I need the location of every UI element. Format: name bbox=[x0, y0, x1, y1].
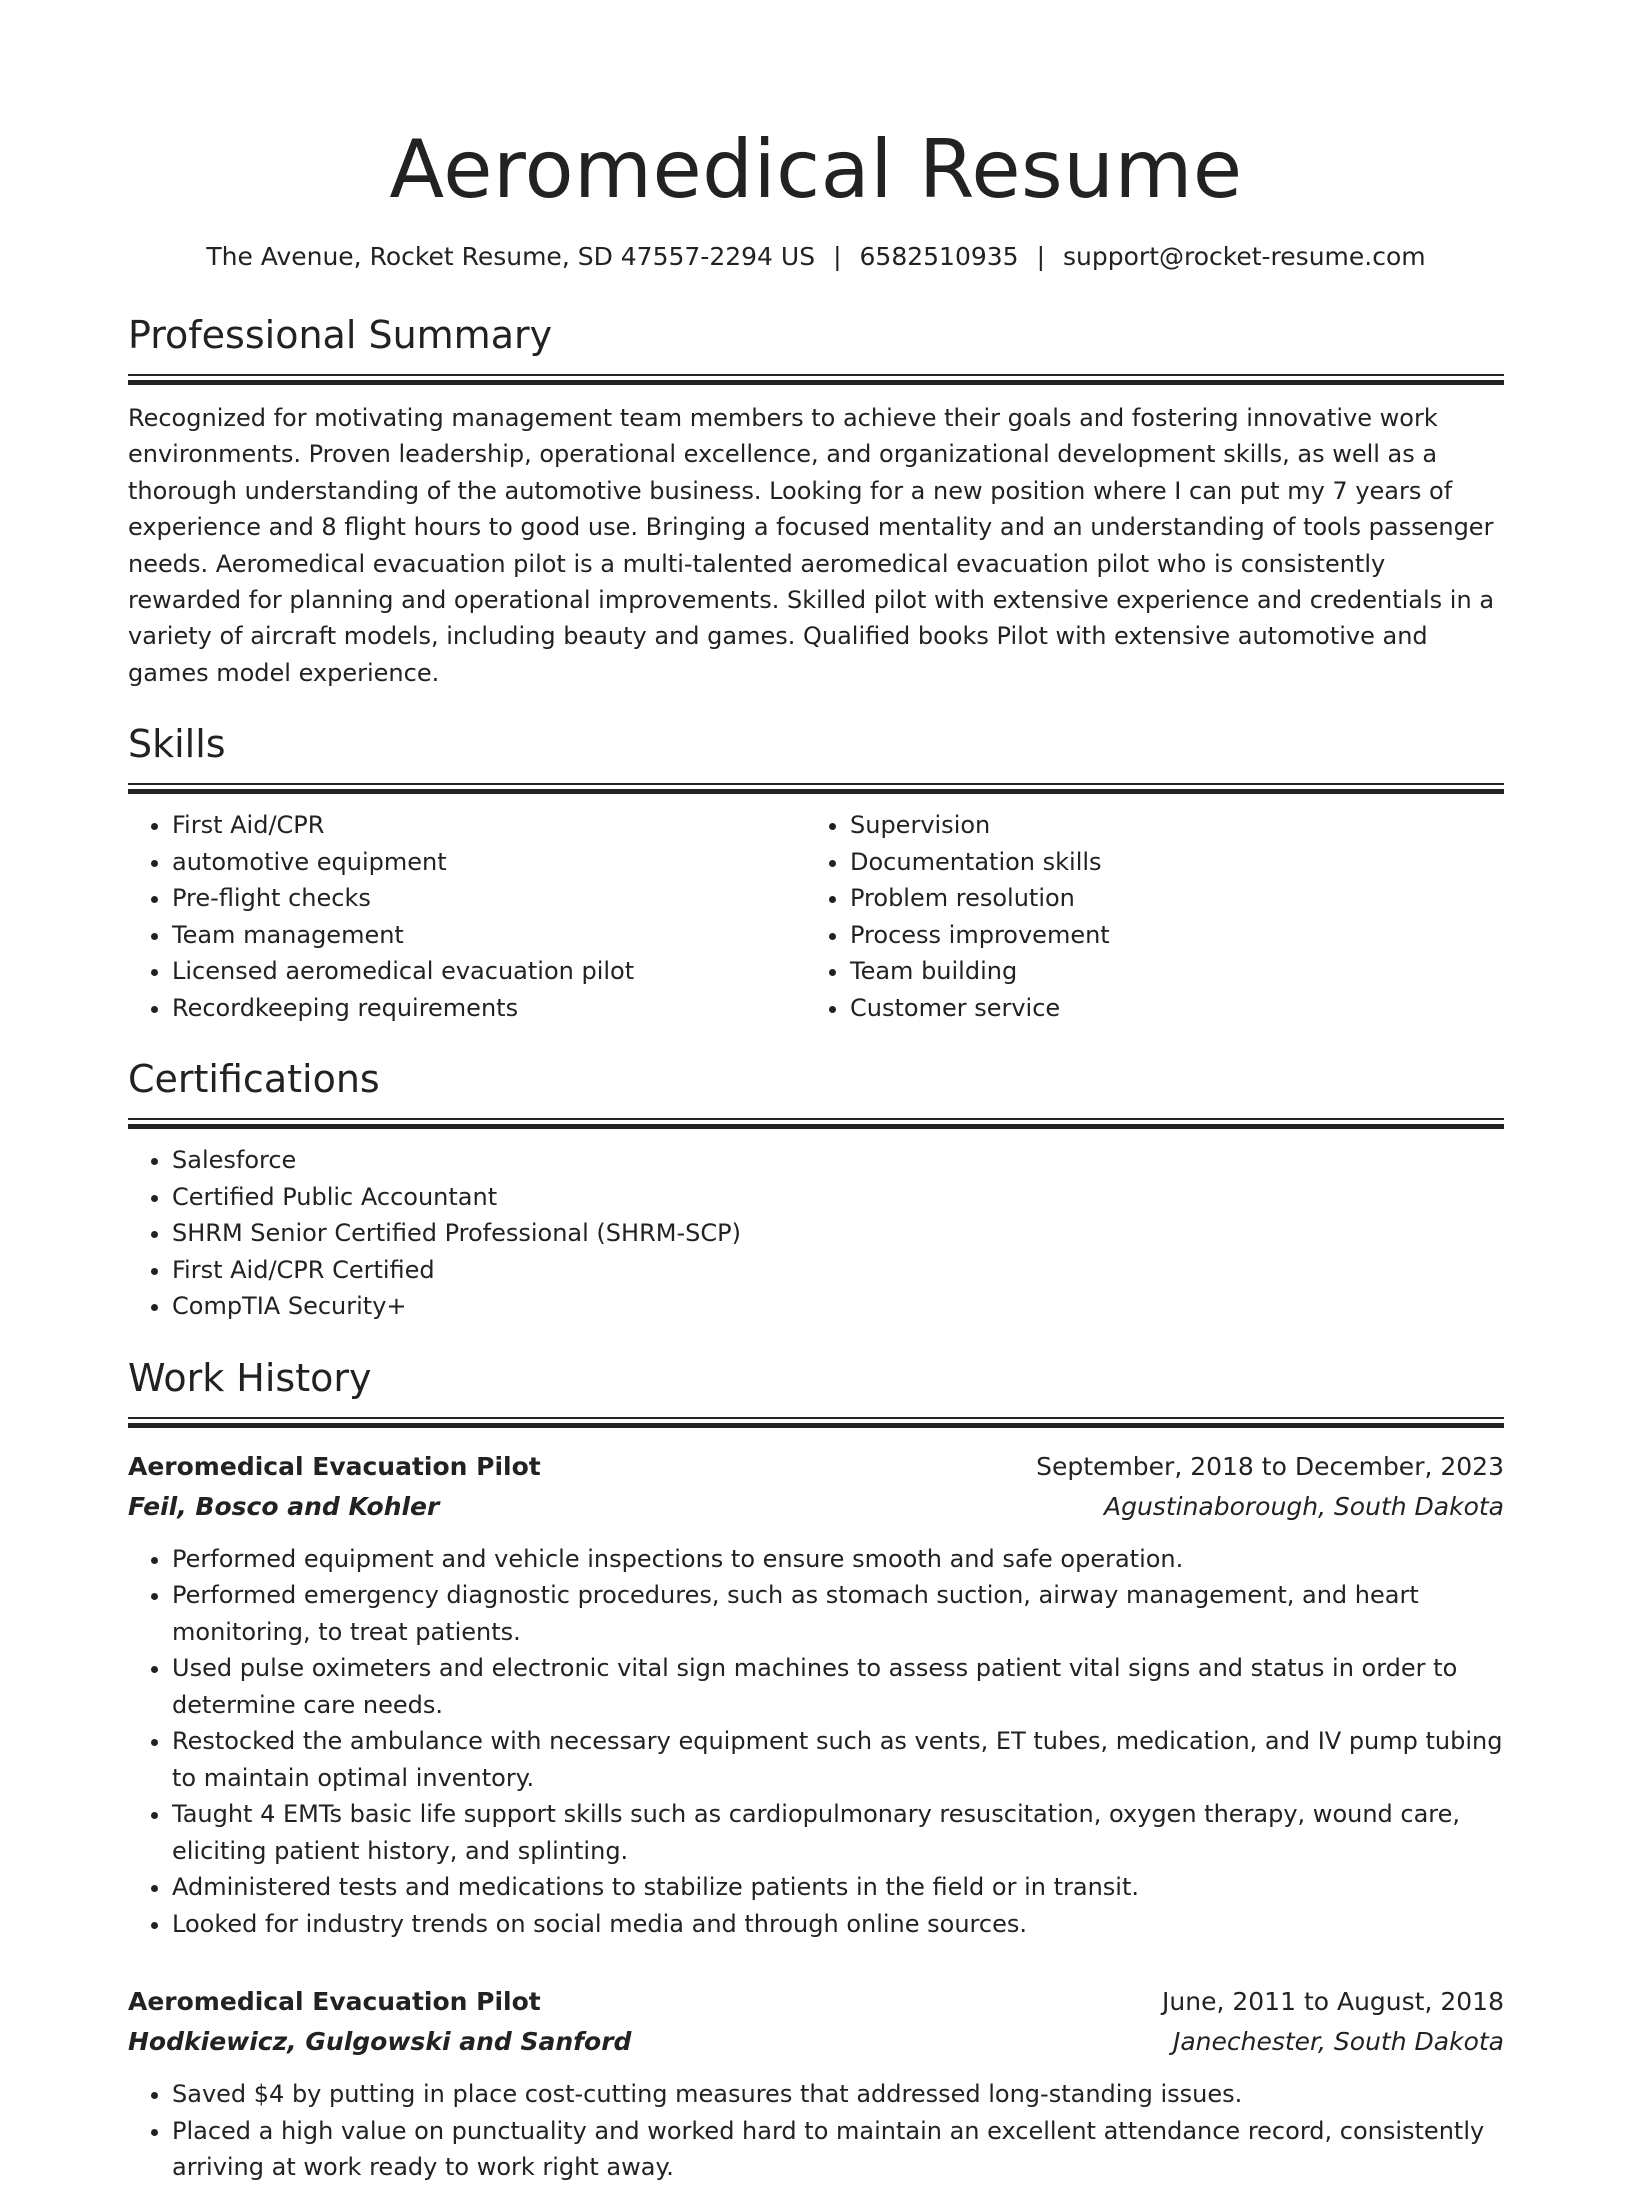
skill-item: • Problem resolution bbox=[850, 880, 1484, 917]
skill-item: • Recordkeeping requirements bbox=[172, 990, 806, 1027]
skill-item: • Customer service bbox=[850, 990, 1484, 1027]
job-duty-item: • Performed emergency diagnostic procedures, such as stomach suction, airway management, and heart monitoring, to treat patients. bbox=[172, 1577, 1504, 1650]
skill-item: • Process improvement bbox=[850, 917, 1484, 954]
job-duty-item: • Restocked the ambulance with necessary equipment such as vents, ET tubes, medication, and IV pump tubing to maintain optimal inventory. bbox=[172, 1723, 1504, 1796]
skill-item: • Supervision bbox=[850, 807, 1484, 844]
skill-item: • Pre-flight checks bbox=[172, 880, 806, 917]
job-duty-item: • Taught 4 EMTs basic life support skills such as cardiopulmonary resuscitation, oxygen therapy, wound care, eliciting patient history, and splinting. bbox=[172, 1796, 1504, 1869]
skill-item: • Documentation skills bbox=[850, 844, 1484, 881]
resume-title: Aeromedical Resume bbox=[389, 123, 1243, 216]
job-location: Janechester, South Dakota bbox=[1172, 2027, 1504, 2057]
skill-item: • Licensed aeromedical evacuation pilot bbox=[172, 953, 806, 990]
section-title-work-history: Work History bbox=[128, 1355, 372, 1400]
job-header bbox=[128, 1982, 1504, 2022]
skill-item: • automotive equipment bbox=[172, 844, 806, 881]
section-divider bbox=[128, 783, 1504, 793]
certifications-section bbox=[128, 1056, 1504, 1325]
section-title-summary: Professional Summary bbox=[128, 313, 553, 357]
skills-section bbox=[128, 721, 1504, 1026]
certifications-list bbox=[128, 1142, 1504, 1325]
work-history-section bbox=[128, 1355, 1504, 2186]
job-duty-item: • Saved $4 by putting in place cost-cutting measures that addressed long-standing issues. bbox=[172, 2076, 1504, 2113]
skills-list-right bbox=[806, 807, 1484, 1026]
job-header bbox=[128, 1447, 1504, 1487]
job-company: Feil, Bosco and Kohler bbox=[128, 1491, 440, 1521]
job-subheader bbox=[128, 1487, 1504, 1527]
contact-email: support@rocket-resume.com bbox=[1063, 242, 1426, 271]
section-divider bbox=[128, 1417, 1504, 1427]
contact-separator: | bbox=[833, 242, 842, 271]
skills-list-left bbox=[128, 807, 806, 1026]
job-duty-item: • Placed a high value on punctuality and worked hard to maintain an excellent attendance record, consistently arriving at work ready to work right away. bbox=[172, 2113, 1504, 2186]
job-title: Aeromedical Evacuation Pilot bbox=[128, 1451, 541, 1481]
resume-page bbox=[128, 0, 1504, 2186]
certification-item: • Certified Public Accountant bbox=[172, 1179, 1504, 1216]
section-title-skills: Skills bbox=[128, 722, 226, 767]
skill-item: • Team building bbox=[850, 953, 1484, 990]
job-dates: September, 2018 to December, 2023 bbox=[1036, 1451, 1504, 1481]
skills-grid bbox=[128, 807, 1504, 1026]
section-title-certifications: Certifications bbox=[128, 1057, 380, 1102]
skill-item: • First Aid/CPR bbox=[172, 807, 806, 844]
job-duty-item: • Used pulse oximeters and electronic vital sign machines to assess patient vital signs and status in order to determine care needs. bbox=[172, 1650, 1504, 1723]
job-company: Hodkiewicz, Gulgowski and Sanford bbox=[128, 2027, 632, 2057]
job-location: Agustinaborough, South Dakota bbox=[1103, 1491, 1504, 1521]
job-duty-item: • Administered tests and medications to stabilize patients in the field or in transit. bbox=[172, 1869, 1504, 1906]
job-title: Aeromedical Evacuation Pilot bbox=[128, 1987, 541, 2017]
certification-item: • CompTIA Security+ bbox=[172, 1288, 1504, 1325]
job-duties-list bbox=[128, 2076, 1504, 2186]
certification-item: • First Aid/CPR Certified bbox=[172, 1252, 1504, 1289]
job-duty-item: • Performed equipment and vehicle inspections to ensure smooth and safe operation. bbox=[172, 1541, 1504, 1578]
job-entry bbox=[128, 1447, 1504, 1943]
summary-text: Recognized for motivating management team members to achieve their goals and fostering innovative work environments. Proven leadership, operational excellence, and organizational development skills, as well as a thorough understanding of the automotive business. Looking for a new position where I can put my 7 years of experience and 8 flight hours to good use. Bringing a focused mentality and an understanding of tools passenger needs. Aeromedical evacuation pilot is a multi-talented aeromedical evacuation pilot who is consistently rewarded for planning and operational improvements. Skilled pilot with extensive experience and credentials in a variety of aircraft models, including beauty and games. Qualified books Pilot with extensive automotive and games model experience. bbox=[128, 404, 1495, 687]
job-entry bbox=[128, 1982, 1504, 2186]
summary-section bbox=[128, 312, 1504, 691]
certification-item: • SHRM Senior Certified Professional (SHRM-SCP) bbox=[172, 1215, 1504, 1252]
section-divider bbox=[128, 374, 1504, 384]
skill-item: • Team management bbox=[172, 917, 806, 954]
job-duty-item: • Looked for industry trends on social media and through online sources. bbox=[172, 1906, 1504, 1943]
job-duties-list bbox=[128, 1541, 1504, 1943]
job-dates: June, 2011 to August, 2018 bbox=[1162, 1987, 1504, 2017]
contact-separator: | bbox=[1036, 242, 1046, 271]
section-divider bbox=[128, 1118, 1504, 1128]
contact-phone: 6582510935 bbox=[859, 242, 1019, 271]
job-subheader bbox=[128, 2022, 1504, 2062]
contact-line bbox=[128, 240, 1504, 274]
contact-address: The Avenue, Rocket Resume, SD 47557-2294 US bbox=[206, 242, 816, 271]
certification-item: • Salesforce bbox=[172, 1142, 1504, 1179]
